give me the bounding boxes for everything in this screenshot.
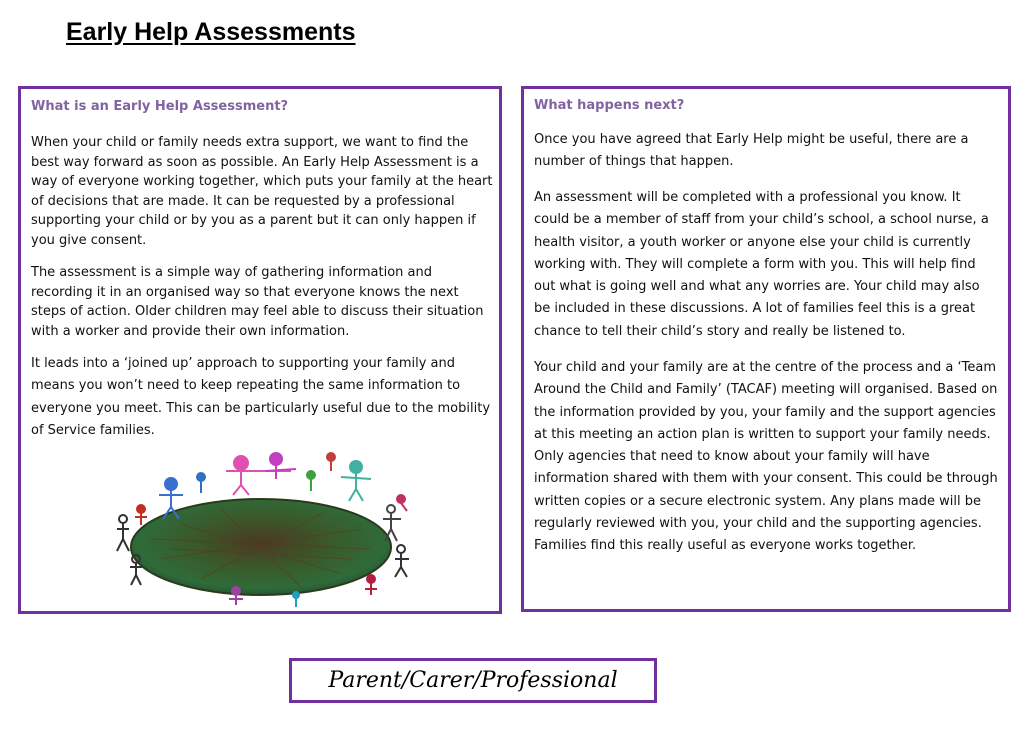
paragraph: It leads into a ‘joined up’ approach to supporting your family and means you won’t need to keep repeating the same information to everyone you meet. This can be particularly useful due to the mobility of Service families. <box>31 356 491 438</box>
paragraph: Your child and your family are at the centre of the process and a ‘Team Around the Child and Family’ (TACAF) meeting will organised. Based on the information provided by you, your family and the support agencies at this meeting an action plan is written to support your family needs. Only agencies that need to know about your family will have information shared with them with your consent. This could be through written copies or a secure electronic system. Any plans made will be regularly reviewed with you, your child and the supporting agencies. Families find this really useful as everyone works together. <box>534 360 998 554</box>
page-title: Early Help Assessments <box>66 18 356 46</box>
info-panel-what-is <box>18 86 502 614</box>
children-circle-illustration <box>101 449 421 609</box>
audience-label: Parent/Carer/Professional <box>328 668 618 693</box>
paragraph: An assessment will be completed with a professional you know. It could be a member of staff from your child’s school, a school nurse, a health visitor, a youth worker or anyone else your child is currently working with. They will complete a form with you. This will help find out what is going well and what any worries are. Your child may also be included in these discussions. A lot of families feel this is a great chance to tell their child’s story and really be listened to. <box>534 190 989 339</box>
audience-label-box <box>289 658 657 703</box>
paragraph: The assessment is a simple way of gathering information and recording it in an organised way so that everyone knows the next steps of action. Older children may feel able to discuss their situation with a worker and provide their own information. <box>31 265 484 339</box>
info-panel-what-next <box>521 86 1011 612</box>
paragraph: Once you have agreed that Early Help might be useful, there are a number of things that happen. <box>534 132 969 170</box>
panel-heading: What is an Early Help Assessment? <box>31 99 289 114</box>
panel-heading: What happens next? <box>534 98 685 113</box>
paragraph: When your child or family needs extra support, we want to find the best way forward as soon as possible. An Early Help Assessment is a way of everyone working together, which puts your family at the heart of decisions that are made. It can be requested by a professional supporting your child or by you as a parent but it can only happen if you give consent. <box>31 135 493 248</box>
